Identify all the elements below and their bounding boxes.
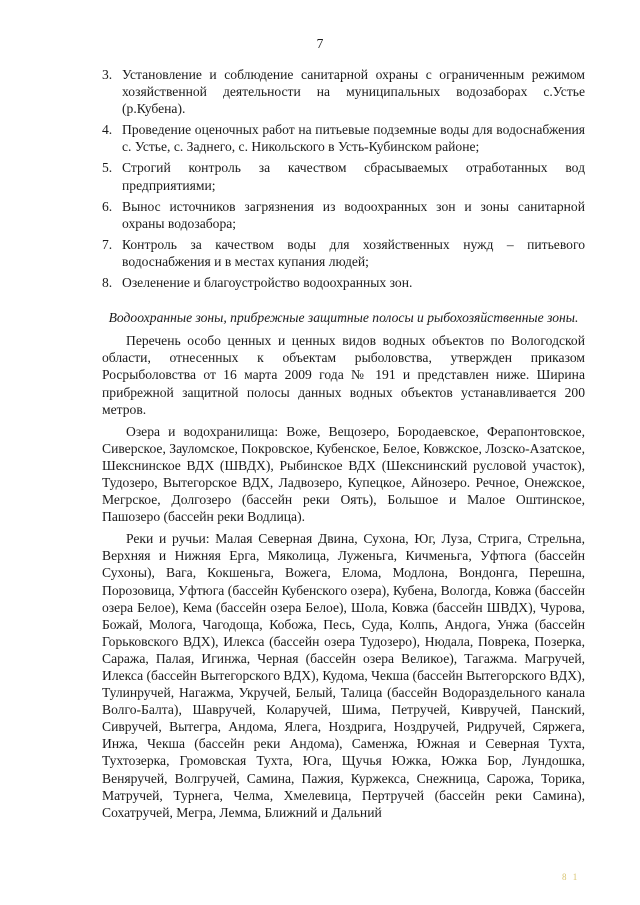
list-item-text: Строгий контроль за качеством сбрасываемых отработанных вод предприятиями; [122, 160, 585, 193]
list-item-number: 8. [102, 275, 113, 291]
list-item-text: Установление и соблюдение санитарной охраны с ограниченным режимом хозяйственной деятельности на муниципальных водозаборах с.Устье (р.Кубена). [122, 67, 585, 117]
list-item-number: 4. [102, 122, 113, 138]
list-item-number: 6. [102, 198, 113, 214]
list-item-text: Контроль за качеством воды для хозяйственных нужд – питьевого водоснабжения и в местах купания людей; [122, 236, 585, 269]
document-body [102, 66, 585, 826]
corner-mark: 8 1 [562, 872, 580, 882]
list-item [102, 274, 585, 291]
list-item-number: 5. [102, 160, 113, 176]
list-item-number: 3. [102, 67, 113, 82]
list-item-text: Вынос источников загрязнения из водоохранных зон и зоны санитарной охраны водозабора; [122, 198, 585, 231]
page-number: 7 [316, 36, 324, 51]
section-heading: Водоохранные зоны, прибрежные защитные полосы и рыбохозяйственные зоны. [108, 310, 579, 326]
list-item [102, 121, 585, 155]
measures-list [102, 66, 585, 291]
list-item-text: Проведение оценочных работ на питьевые подземные воды для водоснабжения с. Устье, с. Заднего, с. Никольского в Усть-Кубинском районе; [122, 122, 585, 155]
paragraph-lakes-reservoirs: Озера и водохранилища: Воже, Вещозеро, Бородаевское, Ферапонтовское, Сиверское, Зауломское, Покровское, Кубенское, Белое, Ковжское, Лозско-Азатское, Шекснинское ВДХ (ШВДХ), Рыбинское ВДХ (Шекснинский русловой участок), Тудозеро, Вытегорское ВДХ, Ладвозеро, Купецкое, Айнозеро. Речное, Онежское, Мегрское, Долгозеро (бассейн реки Оять), Большое и Малое Оштинское, Пашозеро (бассейн реки Водлица). [102, 423, 585, 525]
paragraph-fishery-list-intro: Перечень особо ценных и ценных видов водных объектов по Вологодской области, отнесенных к объектам рыболовства, утвержден приказом Росрыболовства от 16 марта 2009 года № 191 и представлен ниже. Ширина прибрежной защитной полосы данных водных объектов устанавливается 200 метров. [102, 333, 585, 417]
list-item [102, 66, 585, 117]
list-item-text: Озеленение и благоустройство водоохранных зон. [122, 275, 413, 291]
list-item [102, 198, 585, 232]
list-item [102, 159, 585, 193]
list-item-number: 7. [102, 236, 113, 252]
paragraph-rivers-streams: Реки и ручьи: Малая Северная Двина, Сухона, Юг, Луза, Стрига, Стрельна, Верхняя и Нижняя Ерга, Мяколица, Луженьга, Кичменьга, Уфтюга (бассейн Сухоны), Вага, Кокшеньга, Вожега, Елома, Модлона, Вондонга, Перешна, Порозовица, Уфтюга (бассейн Кубенского озера), Кубена, Вологда, Ковжа (бассейн озера Белое), Кема (бассейн озера Белое), Шола, Ковжа (бассейн ШВДХ), Чурова, Божай, Молога, Чагодоща, Кобожа, Песь, Суда, Колпь, Андога, Унжа (бассейн Горьковского ВДХ), Илекса (бассейн озера Тудозеро), Нюдала, Поврека, Позерка, Саража, Палая, Игинжа, Черная (бассейн озера Великое), Тагажма. Магручей, Илекса (бассейн Вытегорского ВДХ), Кудома, Чекша (бассейн Вытегорского ВДХ), Тулинручей, Нагажма, Укручей, Белый, Талица (бассейн Водораздельного канала Волго-Балта), Шавручей, Коларучей, Шима, Петручей, Кивручей, Панский, Сивручей, Вытегра, Андома, Ялега, Ноздрига, Ноздручей, Ридручей, Сяржега, Инжа, Чекша (бассейн реки Андома), Саменжа, Южная и Северная Тухта, Тухтозерка, Громовская Тухта, Юга, Щучья Южка, Южка Бор, Лундошка, Веняручей, Волгручей, Самина, Пажия, Куржекса, Снежница, Сарожа, Торика, Матручей, Турнега, Челма, Хмелевица, Пертручей (бассейн реки Самина), Сохатручей, Мегра, Лемма, Ближний и Дальний [102, 531, 585, 820]
list-item [102, 236, 585, 270]
